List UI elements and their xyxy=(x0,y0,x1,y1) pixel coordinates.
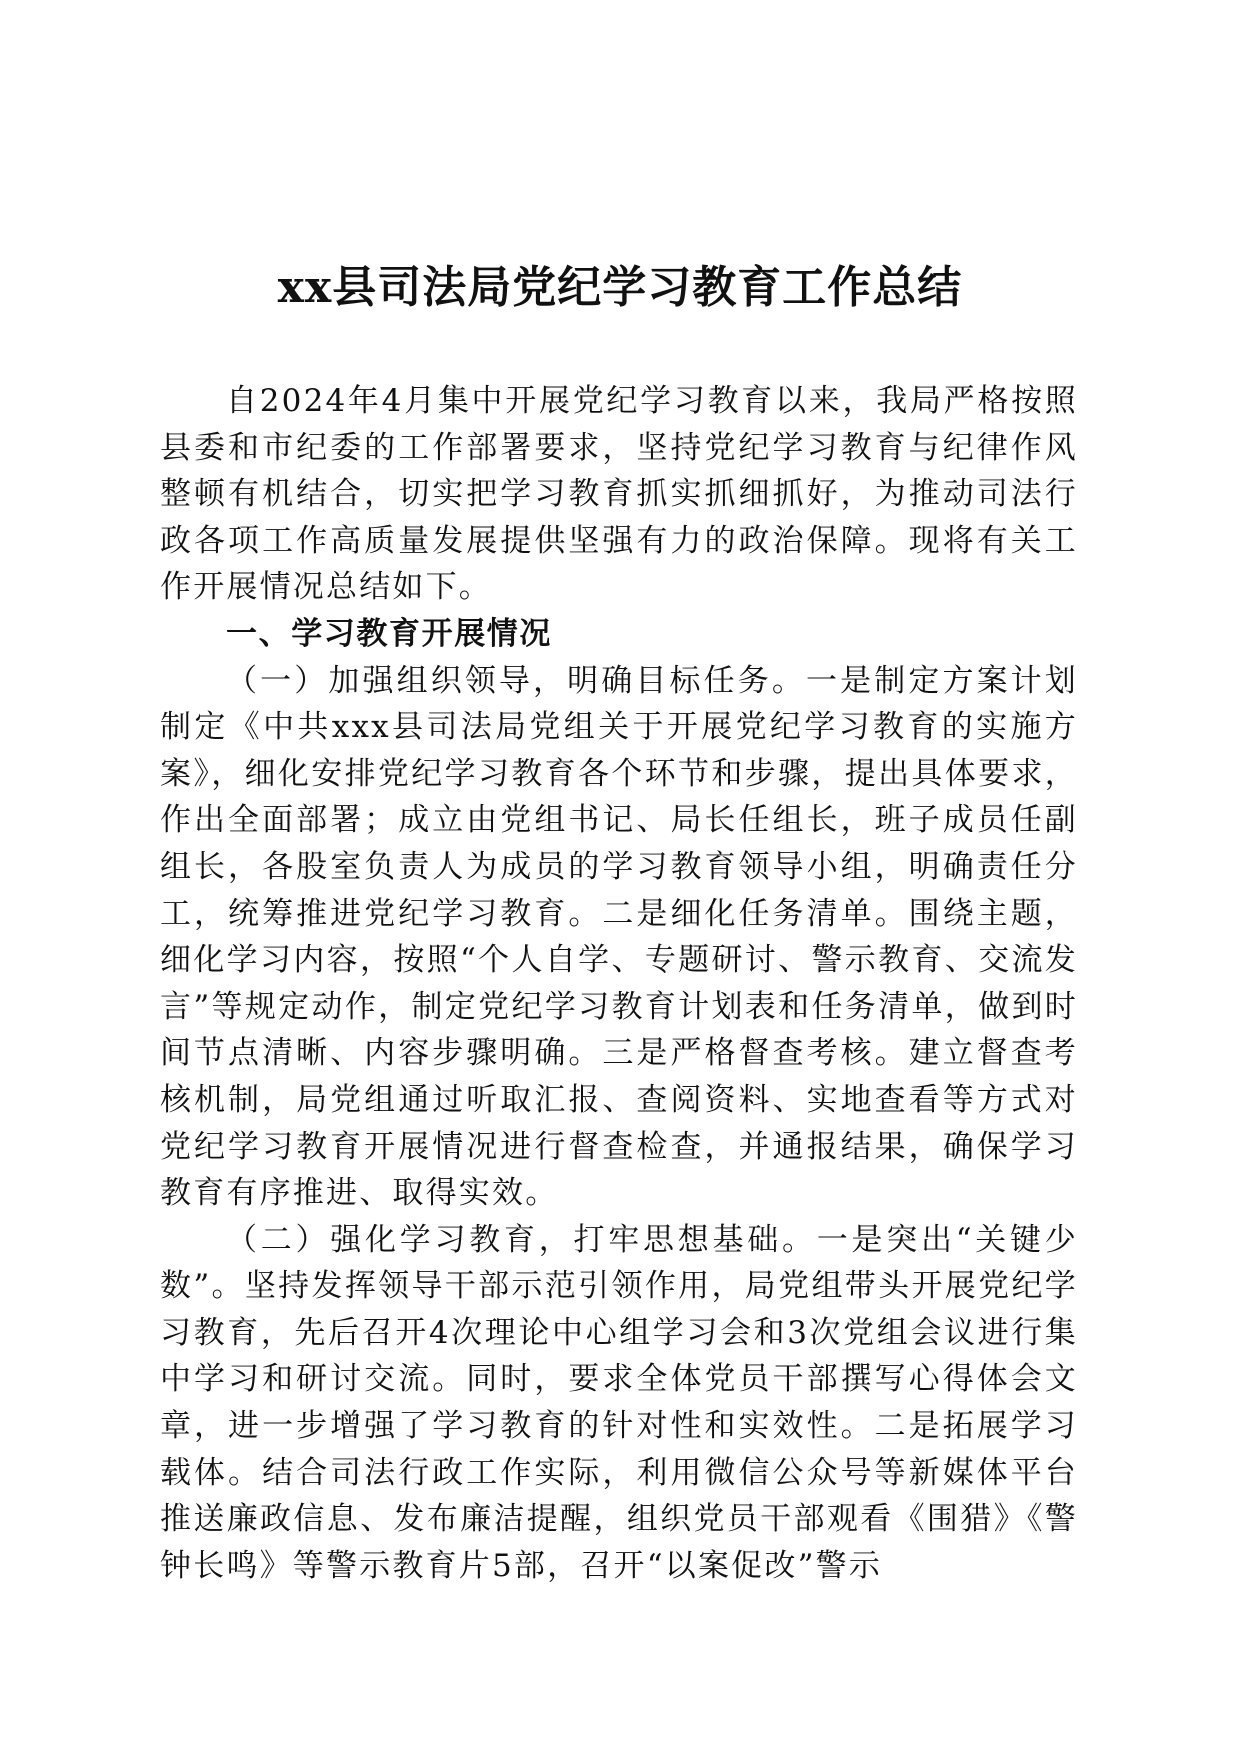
section-heading: 一、学习教育开展情况 xyxy=(226,615,552,652)
document-body xyxy=(160,378,1078,1589)
intro-paragraph: 自2024年4月集中开展党纪学习教育以来，我局严格按照县委和市纪委的工作部署要求，坚持党纪学习教育与纪律作风整顿有机结合，切实把学习教育抓实抓细抓好，为推动司法行政各项工作高质量发展提供坚强有力的政治保障。现将有关工作开展情况总结如下。 xyxy=(160,383,1078,606)
document-title: xx县司法局党纪学习教育工作总结 xyxy=(277,262,963,313)
section-paragraph-2: （二）强化学习教育，打牢思想基础。一是突出“关键少数”。坚持发挥领导干部示范引领作用，局党组带头开展党纪学习教育，先后召开4次理论中心组学习会和3次党组会议进行集中学习和研讨交流。同时，要求全体党员干部撰写心得体会文章，进一步增强了学习教育的针对性和实效性。二是拓展学习载体。结合司法行政工作实际，利用微信公众号等新媒体平台推送廉政信息、发布廉洁提醒，组织党员干部观看《围猎》《警钟长鸣》等警示教育片5部，召开“以案促改”警示 xyxy=(160,1221,1078,1584)
section-paragraph-1: （一）加强组织领导，明确目标任务。一是制定方案计划制定《中共xxx县司法局党组关于开展党纪学习教育的实施方案》，细化安排党纪学习教育各个环节和步骤，提出具体要求，作出全面部署；成立由党组书记、局长任组长，班子成员任副组长，各股室负责人为成员的学习教育领导小组，明确责任分工，统筹推进党纪学习教育。二是细化任务清单。围绕主题，细化学习内容，按照“个人自学、专题研讨、警示教育、交流发言”等规定动作，制定党纪学习教育计划表和任务清单，做到时间节点清晰、内容步骤明确。三是严格督查考核。建立督查考核机制，局党组通过听取汇报、查阅资料、实地查看等方式对党纪学习教育开展情况进行督查检查，并通报结果，确保学习教育有序推进、取得实效。 xyxy=(160,662,1078,1212)
